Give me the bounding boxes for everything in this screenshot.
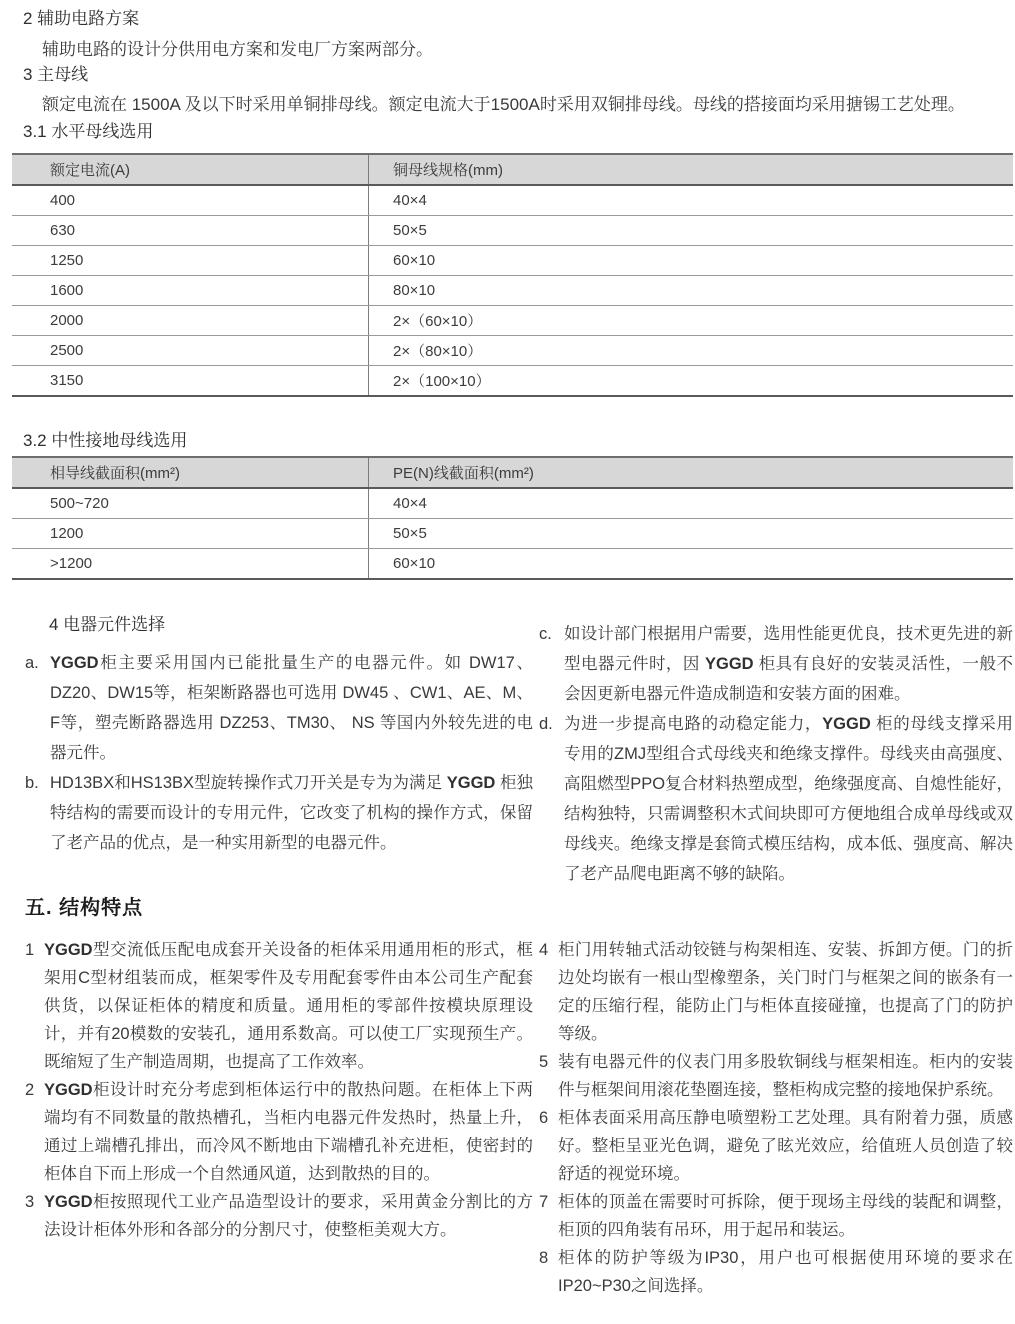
list-item-text: 柜体表面采用高压静电喷塑粉工艺处理。具有附着力强，质感好。整柜呈亚光色调，避免了眩光效应，给值班人员创造了较舒适的视觉环境。	[558, 1109, 1013, 1183]
table-row	[12, 216, 1013, 246]
components-item-list	[539, 619, 1013, 889]
list-item-text: 柜体的防护等级为IP30，用户也可根据使用环境的要求在IP20~P30之间选择。	[558, 1249, 1013, 1295]
list-item	[539, 1188, 1013, 1244]
cell-busbar-spec: 2×（60×10）	[369, 306, 1014, 336]
table-row	[12, 336, 1013, 366]
structure-item-list	[25, 936, 533, 1244]
section-heading-components: 4 电器元件选择	[49, 615, 166, 634]
cell-busbar-spec: 60×10	[369, 246, 1014, 276]
components-left-column	[25, 610, 533, 889]
section-heading-horizontal-bus: 3.1 水平母线选用	[23, 122, 154, 141]
list-item-marker: 6	[539, 1109, 549, 1127]
list-item-marker: c.	[539, 625, 552, 643]
list-item-text: YGGD型交流低压配电成套开关设备的柜体采用通用柜的形式，框架用C型材组装而成，框架零件及专用配套零件由本公司生产配套供货，以保证柜体的精度和质量。通用柜的零部件按模块原理设计，并有20模数的安装孔，通用系数高。可以使工厂实现预生产。既缩短了生产制造周期，也提高了工作效率。	[44, 941, 533, 1071]
list-item	[539, 1104, 1013, 1188]
table-row	[12, 306, 1013, 336]
cell-rated-current: 2000	[12, 306, 369, 336]
list-item	[25, 768, 533, 858]
list-item-marker: 7	[539, 1193, 549, 1211]
table-header-row	[12, 154, 1013, 185]
cell-pen-conductor: 40×4	[369, 488, 1014, 519]
list-item-marker: b.	[25, 774, 39, 792]
table-row	[12, 549, 1013, 580]
list-item-marker: d.	[539, 715, 553, 733]
column-header-pen-conductor: PE(N)线截面积(mm²)	[369, 457, 1014, 488]
list-item-text: YGGD柜按照现代工业产品造型设计的要求，采用黄金分割比的方法设计柜体外形和各部分的分割尺寸，使整柜美观大方。	[44, 1193, 533, 1239]
list-item-marker: 2	[25, 1081, 35, 1099]
cell-rated-current: 630	[12, 216, 369, 246]
structure-left-column	[25, 936, 533, 1300]
list-item-text: 为进一步提高电路的动稳定能力，YGGD 柜的母线支撑采用专用的ZMJ型组合式母线夹和绝缘支撑件。母线夹由高强度、高阻燃型PPO复合材料热塑成型，绝缘强度高、自熄性能好，结构独特，只需调整积木式间块即可方便地组合成单母线或双母线夹。绝缘支撑是套筒式模压结构，成本低、强度高、解决了老产品爬电距离不够的缺陷。	[564, 715, 1013, 883]
list-item-text: 柜体的顶盖在需要时可拆除，便于现场主母线的装配和调整，柜顶的四角装有吊环，用于起吊和装运。	[558, 1193, 1013, 1239]
section-heading-structure-features: 五. 结构特点	[25, 897, 144, 919]
section-heading-aux-circuit: 2 辅助电路方案	[23, 9, 140, 28]
list-item	[25, 1076, 533, 1188]
cell-pen-conductor: 60×10	[369, 549, 1014, 580]
structure-item-list	[539, 936, 1013, 1300]
cell-busbar-spec: 80×10	[369, 276, 1014, 306]
list-item-text: HD13BX和HS13BX型旋转操作式刀开关是专为为满足 YGGD 柜独特结构的需要而设计的专用元件，它改变了机构的操作方式，保留了老产品的优点，是一种实用新型的电器元件。	[50, 774, 533, 852]
cell-busbar-spec: 2×（80×10）	[369, 336, 1014, 366]
column-header-phase-conductor: 相导线截面积(mm²)	[12, 457, 369, 488]
section-heading-neutral-bus: 3.2 中性接地母线选用	[23, 431, 188, 450]
list-item-text: 装有电器元件的仪表门用多股软铜线与框架相连。柜内的安装件与框架间用滚花垫圈连接，整柜构成完整的接地保护系统。	[558, 1053, 1013, 1099]
list-item	[539, 936, 1013, 1048]
list-item-marker: 1	[25, 941, 35, 959]
table-row	[12, 185, 1013, 216]
section-component-selection	[25, 610, 1013, 889]
list-item-text: 柜门用转轴式活动铰链与构架相连、安装、拆卸方便。门的折边处均嵌有一根山型橡塑条，关门时门与框架之间的嵌条有一定的压缩行程，能防止门与柜体直接碰撞，也提高了门的防护等级。	[558, 941, 1013, 1043]
table-row	[12, 246, 1013, 276]
list-item	[25, 1188, 533, 1244]
table-header-row	[12, 457, 1013, 488]
components-right-column	[539, 610, 1013, 889]
cell-phase-conductor: >1200	[12, 549, 369, 580]
cell-rated-current: 3150	[12, 366, 369, 397]
cell-rated-current: 1600	[12, 276, 369, 306]
section-heading-main-bus: 3 主母线	[23, 65, 89, 84]
table-row	[12, 276, 1013, 306]
list-item-text: YGGD柜主要采用国内已能批量生产的电器元件。如 DW17、DZ20、DW15等，柜架断路器也可选用 DW45 、CW1、AE、M、F等，塑壳断路器选用 DZ253、TM30、 NS 等国内外较先进的电器元件。	[50, 654, 533, 762]
list-item-marker: 8	[539, 1249, 549, 1267]
cell-busbar-spec: 50×5	[369, 216, 1014, 246]
paragraph-main-bus: 额定电流在 1500A 及以下时采用单铜排母线。额定电流大于1500A时采用双铜排母线。母线的搭接面均采用搪锡工艺处理。	[42, 95, 965, 114]
horizontal-bus-table	[12, 153, 1013, 397]
cell-rated-current: 400	[12, 185, 369, 216]
column-header-busbar-spec: 铜母线规格(mm)	[369, 154, 1014, 185]
list-item	[539, 1048, 1013, 1104]
cell-rated-current: 2500	[12, 336, 369, 366]
list-item	[539, 709, 1013, 889]
list-item-marker: 3	[25, 1193, 35, 1211]
table-row	[12, 488, 1013, 519]
column-header-rated-current: 额定电流(A)	[12, 154, 369, 185]
list-item-marker: a.	[25, 654, 39, 672]
structure-right-column	[539, 936, 1013, 1300]
cell-pen-conductor: 50×5	[369, 519, 1014, 549]
cell-busbar-spec: 40×4	[369, 185, 1014, 216]
list-item-marker: 4	[539, 941, 549, 959]
list-item-text: 如设计部门根据用户需要，选用性能更优良，技术更先进的新型电器元件时，因 YGGD 柜具有良好的安装灵活性，一般不会因更新电器元件造成制造和安装方面的困难。	[564, 625, 1013, 703]
paragraph-aux-circuit: 辅助电路的设计分供用电方案和发电厂方案两部分。	[42, 40, 433, 59]
cell-rated-current: 1250	[12, 246, 369, 276]
list-item-text: YGGD柜设计时充分考虑到柜体运行中的散热问题。在柜体上下两端均有不同数量的散热槽孔，当柜内电器元件发热时，热量上升，通过上端槽孔排出，而冷风不断地由下端槽孔补充进柜，使密封的柜体自下而上形成一个自然通风道，达到散热的目的。	[44, 1081, 533, 1183]
table-row	[12, 366, 1013, 397]
components-item-list	[25, 648, 533, 858]
list-item	[539, 619, 1013, 709]
table-row	[12, 519, 1013, 549]
list-item	[25, 936, 533, 1076]
list-item-marker: 5	[539, 1053, 549, 1071]
cell-phase-conductor: 500~720	[12, 488, 369, 519]
cell-phase-conductor: 1200	[12, 519, 369, 549]
list-item	[539, 1244, 1013, 1300]
list-item	[25, 648, 533, 768]
neutral-bus-table	[12, 456, 1013, 580]
cell-busbar-spec: 2×（100×10）	[369, 366, 1014, 397]
section-structure-features	[25, 936, 1013, 1300]
